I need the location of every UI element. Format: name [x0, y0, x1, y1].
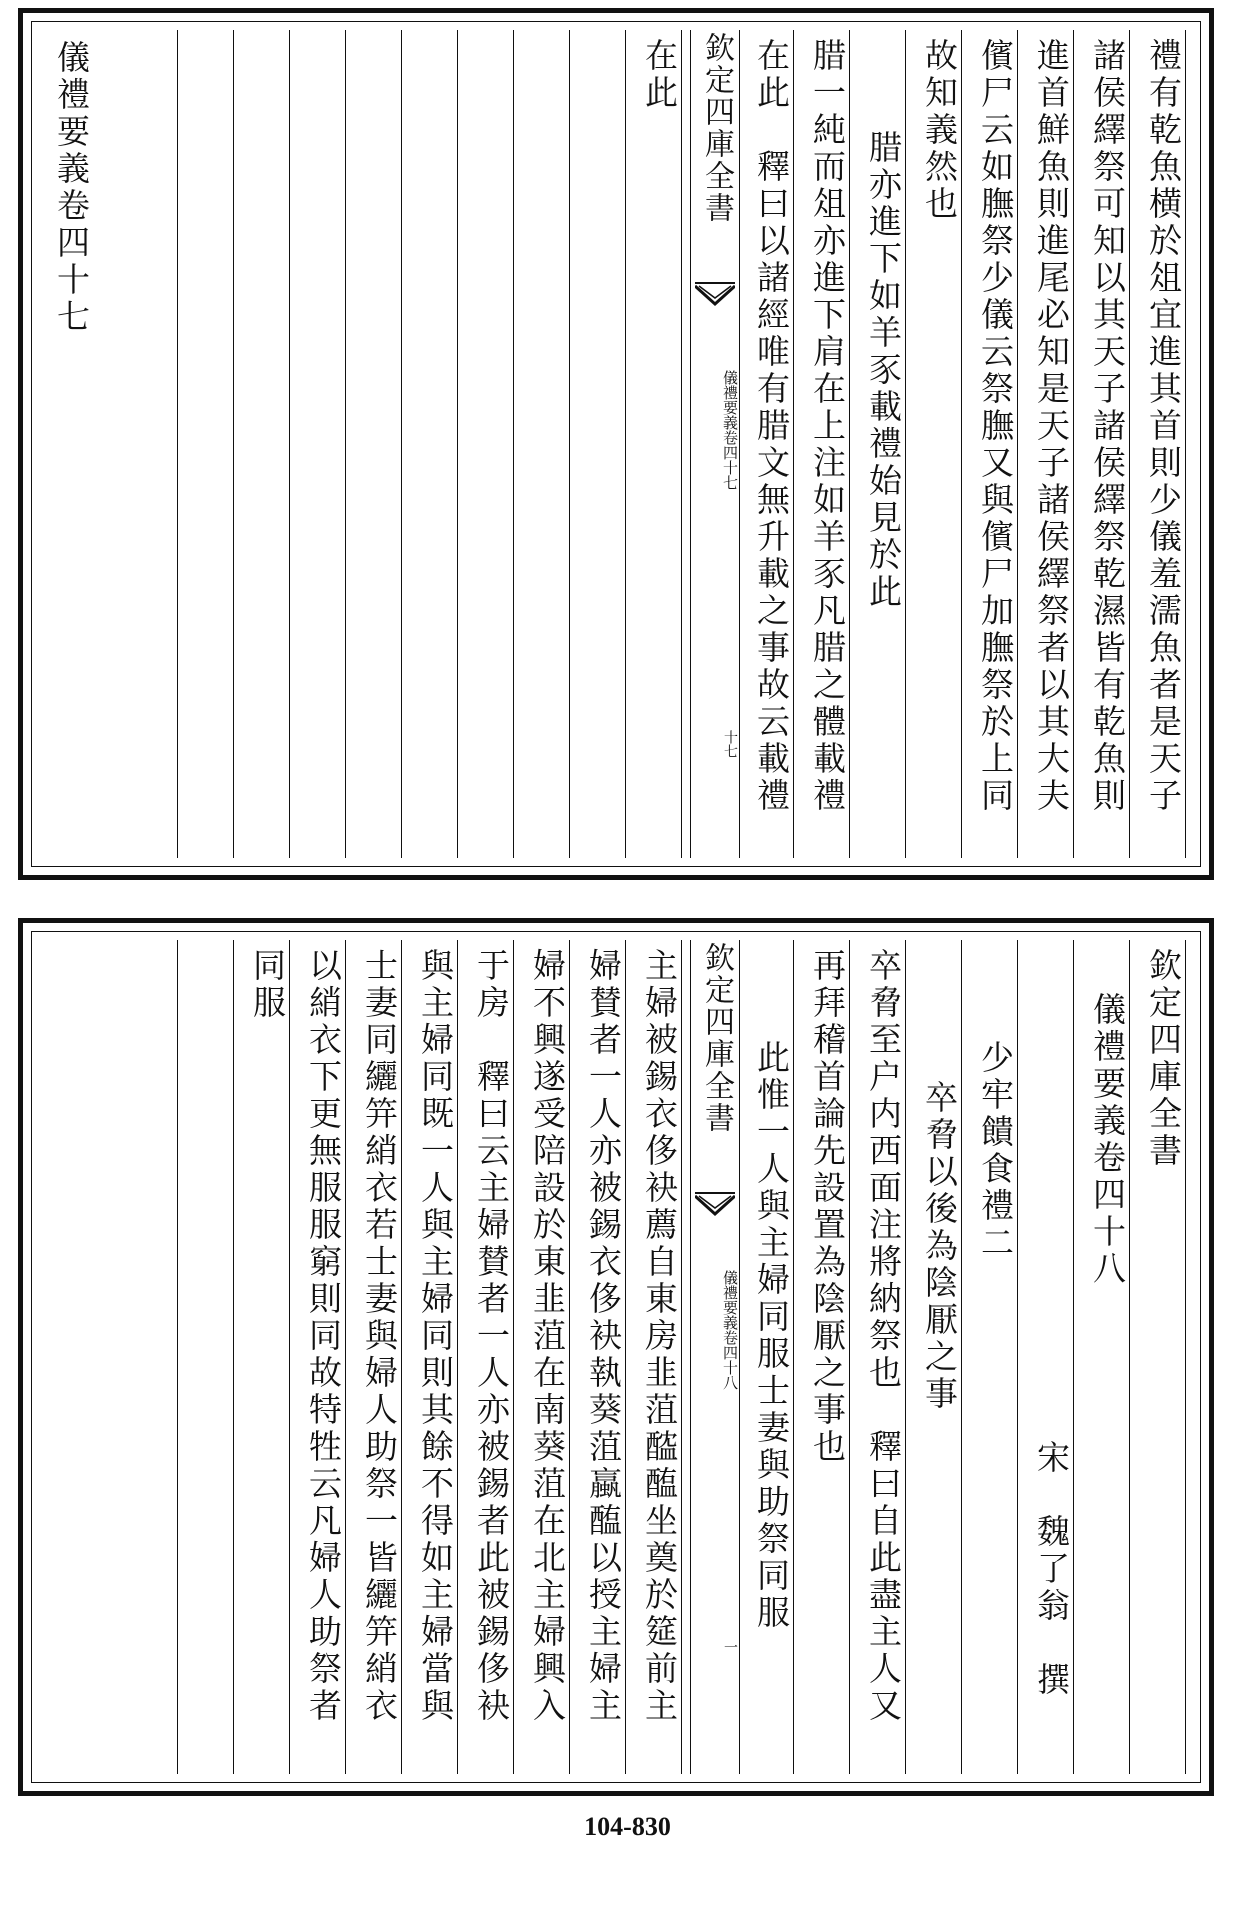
banner-volume: 儀禮要義卷四十八: [721, 1270, 739, 1390]
top-page-frame: [31, 21, 1201, 867]
text-column: 禮有乾魚横於俎宜進其首則少儀羞濡魚者是天子: [1138, 30, 1186, 858]
top-page: [18, 8, 1214, 880]
text-column: 少牢饋食禮二: [970, 940, 1018, 1774]
text-column: [410, 30, 458, 858]
text-column: [354, 30, 402, 858]
text-column: [522, 30, 570, 858]
margin-title: 儀禮要義卷四十七: [52, 40, 91, 336]
text-column: [578, 30, 626, 858]
text-column: 于房 釋曰云主婦賛者一人亦被錫者此被錫侈袂: [466, 940, 514, 1774]
text-column: [186, 940, 234, 1774]
text-column: 腊一純而俎亦進下肩在上注如羊豕凡腊之體載禮: [802, 30, 850, 858]
center-banner: [690, 940, 740, 1774]
banner-volume: 儀禮要義卷四十七: [721, 370, 739, 490]
text-column: 以綃衣下更無服服窮則同故特牲云凡婦人助祭者: [298, 940, 346, 1774]
text-column: 士妻同纚笄綃衣若士妻與婦人助祭一皆纚笄綃衣: [354, 940, 402, 1774]
text-column: 此惟一人與主婦同服士妻與助祭同服: [746, 940, 794, 1774]
banner-folio: 十七: [722, 730, 738, 758]
text-column: [466, 30, 514, 858]
text-column: 諸侯繹祭可知以其天子諸侯繹祭乾濕皆有乾魚則: [1082, 30, 1130, 858]
text-column: 欽定四庫全書: [1138, 940, 1186, 1774]
bottom-page-frame: [31, 931, 1201, 1783]
text-column: 婦賛者一人亦被錫衣侈袂執葵菹蠃醢以授主婦主: [578, 940, 626, 1774]
banner-folio: 一: [722, 1640, 738, 1654]
text-column: 在此: [634, 30, 682, 858]
text-column: 進首鮮魚則進尾必知是天子諸侯繹祭者以其大夫: [1026, 30, 1074, 858]
text-column: 同服: [242, 940, 290, 1774]
fish-tail-ornament: [695, 282, 735, 310]
text-column: [130, 30, 178, 858]
banner-title: 欽定四庫全書: [699, 942, 734, 1134]
text-column: 儀禮要義卷四十八: [1082, 940, 1130, 1774]
text-column: [298, 30, 346, 858]
text-column: 再拜稽首論先設置為陰厭之事也: [802, 940, 850, 1774]
text-column: 卒脅以後為陰厭之事: [914, 940, 962, 1774]
text-column: [130, 940, 178, 1774]
text-column: [186, 30, 234, 858]
center-banner: [690, 30, 740, 858]
text-column: 主婦被錫衣侈袂薦自東房韭菹醓醢坐奠於筵前主: [634, 940, 682, 1774]
text-column: [242, 30, 290, 858]
text-column: 儐尸云如膴祭少儀云祭膴又與儐尸加膴祭於上同: [970, 30, 1018, 858]
text-column: 婦不興遂受陪設於東韭菹在南葵菹在北主婦興入: [522, 940, 570, 1774]
text-column: 在此 釋曰以諸經唯有腊文無升載之事故云載禮: [746, 30, 794, 858]
text-column: 宋 魏了翁 撰: [1026, 940, 1074, 1774]
fish-tail-ornament: [695, 1192, 735, 1220]
text-column: 腊亦進下如羊豕載禮始見於此: [858, 30, 906, 858]
bottom-page: [18, 918, 1214, 1796]
text-column: 卒脅至户内西面注將納祭也 釋曰自此盡主人又: [858, 940, 906, 1774]
page-number: 104-830: [584, 1812, 671, 1841]
banner-title: 欽定四庫全書: [699, 32, 734, 224]
text-column: 與主婦同既一人與主婦同則其餘不得如主婦當與: [410, 940, 458, 1774]
text-column: 故知義然也: [914, 30, 962, 858]
